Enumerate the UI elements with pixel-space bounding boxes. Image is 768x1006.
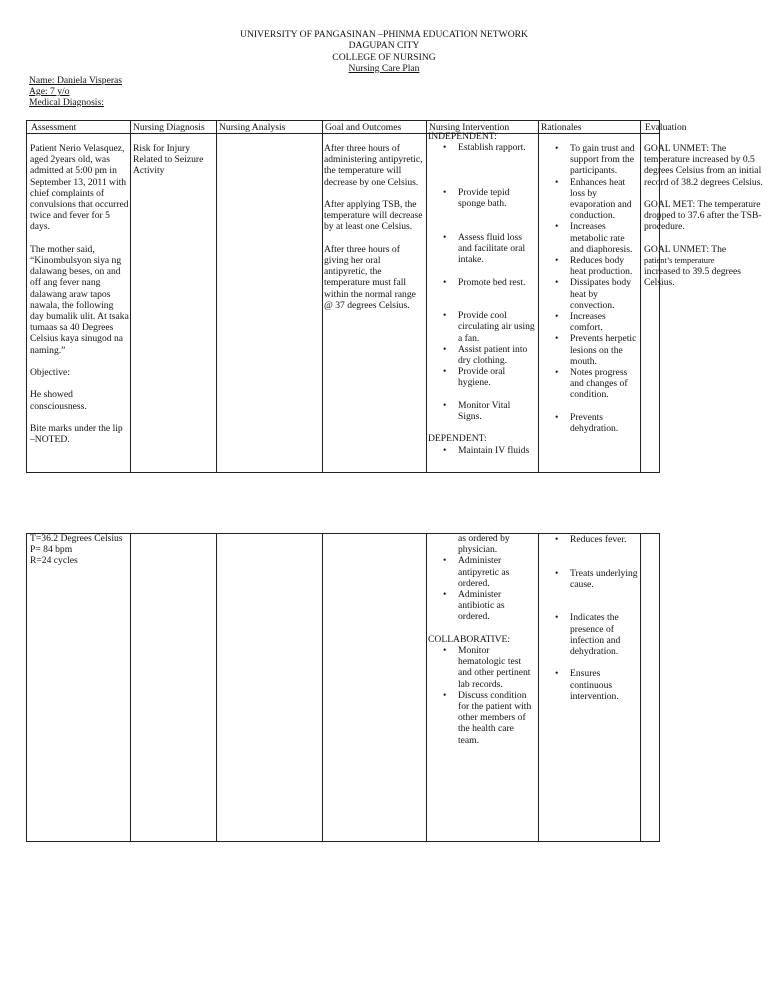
collaborative-heading: COLLABORATIVE: [428, 633, 511, 645]
col-header-assessment: Assessment [31, 122, 77, 133]
rationale-comfort: • Increases comfort. [540, 311, 639, 333]
rationales-cell [540, 143, 639, 434]
assessment-consciousness: He showed consciousness. [30, 389, 87, 412]
evaluation-goal-met: GOAL MET: The temperature dropped to 37.6 after the TSB-procedure. [644, 199, 762, 233]
intervention-establish-rapport: • Establish rapport. [428, 142, 536, 153]
rationale-dehydration: • Prevents dehydration. [540, 412, 639, 434]
rationale-herpetic-lesions: • Prevents herpetic lesions on the mouth. [540, 333, 639, 367]
rationale-continuous-intervention: • Ensures continuous intervention. [540, 668, 639, 702]
evaluation-goal-unmet-2-subject: patient’s temperature [644, 256, 715, 265]
assessment-bite-marks: Bite marks under the lip –NOTED. [30, 423, 123, 446]
vital-respiration: R=24 cycles [30, 555, 78, 567]
evaluation-goal-unmet-2-result: increased to 39.5 degrees Celsius. [644, 266, 741, 289]
college-title: COLLEGE OF NURSING [332, 52, 436, 63]
rationale-convection: • Dissipates body heat by convection. [540, 277, 639, 311]
intervention-administer-antibiotic: • Administer antibiotic as ordered. [428, 589, 536, 623]
goals-cell [324, 143, 424, 322]
interventions-continued-cell [428, 533, 536, 746]
rationale-progress: • Notes progress and changes of condition. [540, 367, 639, 401]
goal-oral-antipyretic: After three hours of giving her oral antipyretic, the temperature must fall within the normal range @ 37 degrees Celsius. [324, 243, 416, 311]
care-plan-table-page2 [26, 533, 660, 842]
assessment-objective-label: Objective: [30, 367, 70, 379]
col-header-goal-outcomes: Goal and Outcomes [325, 122, 402, 133]
evaluation-goal-unmet-1: GOAL UNMET: The temperature increased by 0.5 degrees Celsius from an initial record of 38.2 degrees Celsius. [644, 143, 763, 188]
intervention-tepid-sponge-bath: • Provide tepid sponge bath. [428, 187, 536, 209]
intervention-monitor-vitals: • Monitor Vital Signs. [428, 400, 536, 422]
assessment-mother-statement: The mother said, “Kinombulsyon siya ng dalawang beses, on and off ang fever nang dalawang araw tapos nawala, the following day bumalik ulit. At tsaka tumaas sa 40 Degrees Celsius kaya sinugod na naming.” [30, 243, 129, 356]
rationale-heat-loss: • Enhances heat loss by evaporation and conduction. [540, 177, 639, 222]
city-title: DAGUPAN CITY [348, 40, 420, 51]
rationale-trust: • To gain trust and support from the participants. [540, 143, 639, 177]
goal-tsb: After applying TSB, the temperature will decrease by at least one Celsius. [324, 199, 423, 233]
document-title: Nursing Care Plan [348, 63, 420, 74]
assessment-cell [30, 143, 129, 457]
col-header-nursing-intervention: Nursing Intervention [429, 122, 510, 133]
patient-name: Name: Daniela Visperas [29, 75, 123, 86]
rationale-infection: • Indicates the presence of infection and dehydration. [540, 612, 639, 657]
col-header-nursing-analysis: Nursing Analysis [219, 122, 286, 133]
intervention-fluid-loss: • Assess fluid loss and facilitate oral intake. [428, 232, 536, 266]
intervention-iv-fluids-continued: as ordered by physician. [458, 533, 510, 556]
medical-diagnosis: Medical Diagnosis: [29, 97, 104, 108]
intervention-iv-fluids: • Maintain IV fluids [428, 445, 536, 456]
evaluation-goal-unmet-2-label: GOAL UNMET: The [644, 243, 727, 255]
intervention-administer-antipyretic: • Administer antipyretic as ordered. [428, 555, 536, 589]
interventions-cell [428, 131, 536, 456]
intervention-monitor-hematologic: • Monitor hematologic test and other pertinent lab records. [428, 645, 536, 690]
evaluation-cell [644, 143, 768, 289]
university-title: UNIVERSITY OF PANGASINAN –PHINMA EDUCATION NETWORK [240, 29, 528, 40]
intervention-dry-clothing: • Assist patient into dry clothing. [428, 344, 536, 366]
intervention-discuss-condition: • Discuss condition for the patient with other members of the health care team. [428, 690, 536, 746]
col-header-nursing-diagnosis: Nursing Diagnosis [133, 122, 205, 133]
vital-pulse: P= 84 bpm [30, 544, 73, 556]
col-header-rationales: Rationales [541, 122, 582, 133]
rationale-metabolic-rate: • Increases metabolic rate and diaphoresis. [540, 221, 639, 255]
independent-heading: INDEPENDENT: [428, 131, 497, 142]
rationale-heat-production: • Reduces body heat production. [540, 255, 639, 277]
evaluation-goal-unmet-2 [644, 244, 768, 289]
vital-signs-cell [30, 533, 129, 567]
col-header-evaluation: Evaluation [645, 122, 687, 133]
rationale-underlying-cause: • Treats underlying cause. [540, 568, 639, 590]
patient-age: Age: 7 y/o [29, 86, 70, 97]
rationales-continued-cell [540, 534, 639, 702]
vital-temperature: T=36.2 Degrees Celsius [30, 533, 123, 544]
goal-antipyretic: After three hours of administering antipyretic, the temperature will decrease by one Celsius. [324, 143, 423, 188]
intervention-cool-air: • Provide cool circulating air using a fan. [428, 310, 536, 344]
assessment-subjective-history: Patient Nerio Velasquez, aged 2years old, was admitted at 5:00 pm in September 13, 2011 with chief complaints of convulsions that occurred twice and fever for 5 days. [30, 143, 129, 233]
care-plan-table-page1 [26, 120, 763, 473]
intervention-bed-rest: • Promote bed rest. [428, 277, 536, 288]
nursing-diagnosis-cell: Risk for Injury Related to Seizure Activity [133, 143, 204, 177]
dependent-heading: DEPENDENT: [428, 433, 487, 445]
rationale-reduces-fever: • Reduces fever. [540, 534, 639, 545]
intervention-oral-hygiene: • Provide oral hygiene. [428, 366, 536, 388]
